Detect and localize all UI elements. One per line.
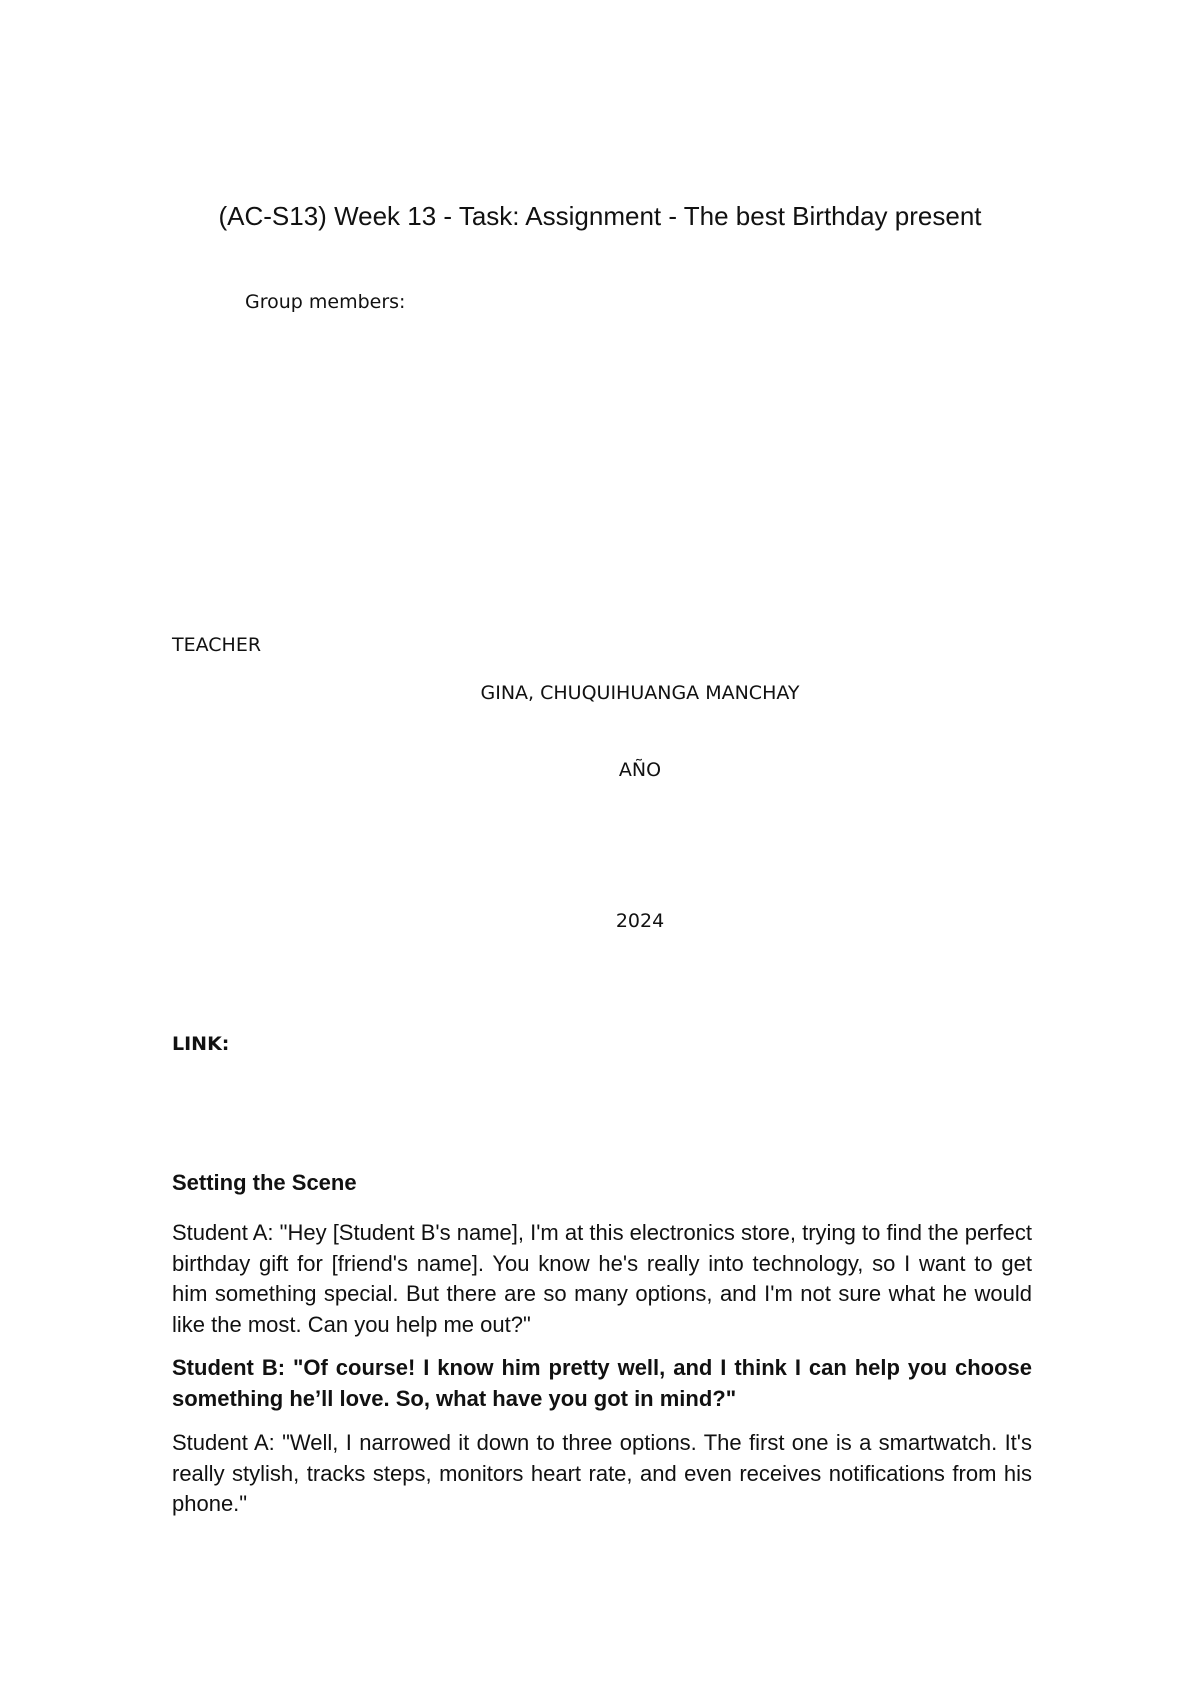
teacher-name: GINA, CHUQUIHUANGA MANCHAY	[480, 682, 800, 704]
link-label: LINK:	[172, 1033, 230, 1055]
dialogue-paragraph-student-b-1: Student B: "Of course! I know him pretty well, and I think I can help you choose something he’ll love. So, what have you got in mind?"	[172, 1355, 1032, 1411]
year-label: AÑO	[618, 759, 662, 781]
year-value: 2024	[615, 910, 665, 932]
group-members-label: Group members:	[245, 291, 406, 313]
teacher-label: TEACHER	[172, 634, 262, 656]
section-heading: Setting the Scene	[172, 1170, 357, 1195]
dialogue-paragraph-student-a-1: Student A: "Hey [Student B's name], I'm at this electronics store, trying to find the perfect birthday gift for [friend's name]. You know he's really into technology, so I want to get him something special. But there are so many options, and I'm not sure what he would like the most. Can you help me out?"	[172, 1220, 1032, 1337]
document-title: (AC-S13) Week 13 - Task: Assignment - The best Birthday present	[218, 201, 982, 231]
dialogue-paragraph-student-a-2: Student A: "Well, I narrowed it down to three options. The first one is a smartwatch. It's really stylish, tracks steps, monitors heart rate, and even receives notifications from his phone."	[172, 1430, 1032, 1516]
